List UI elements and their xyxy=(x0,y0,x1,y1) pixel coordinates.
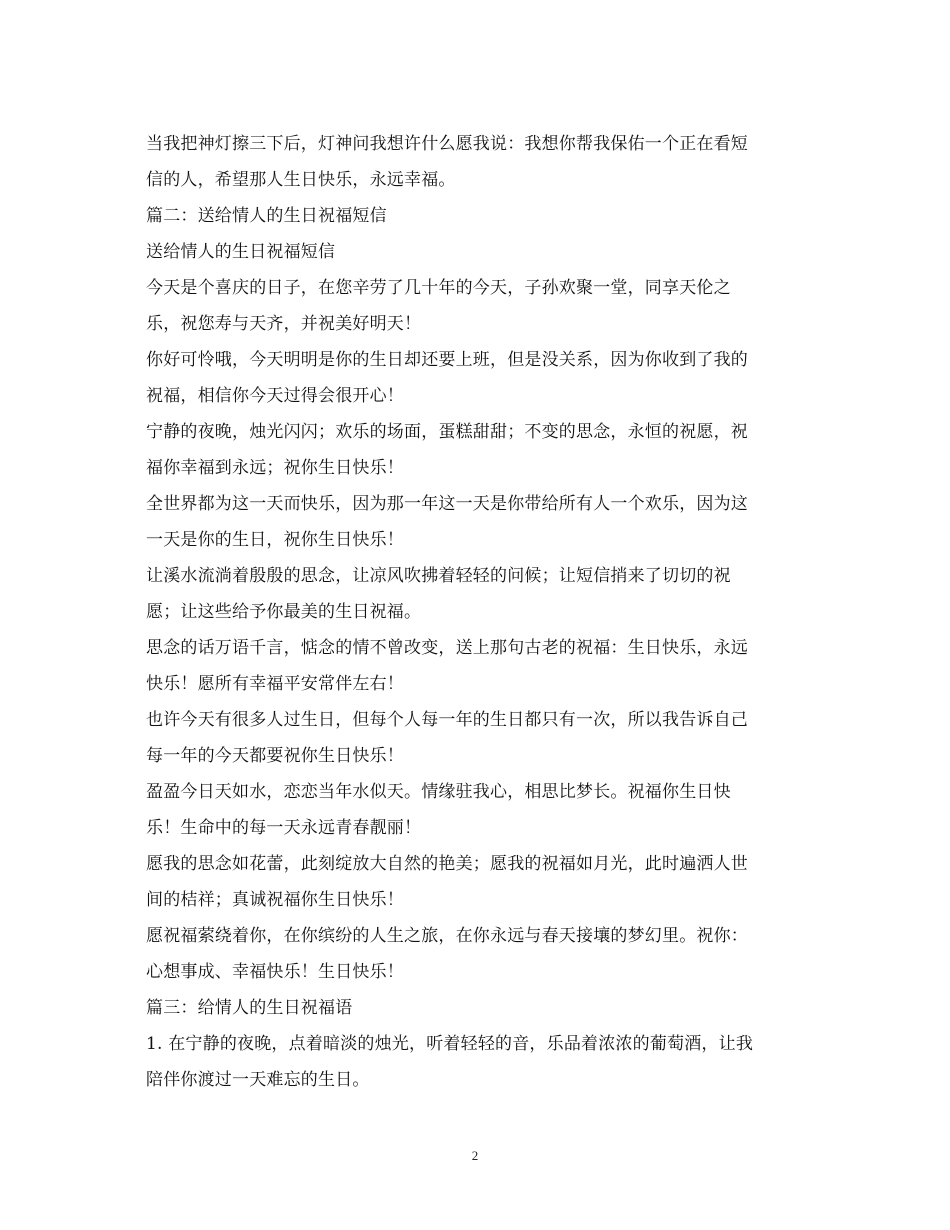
section-heading: 篇二：送给情人的生日祝福短信 xyxy=(146,206,387,226)
text-line: 让溪水流淌着殷殷的思念，让凉风吹拂着轻轻的问候；让短信捎来了切切的祝 xyxy=(146,566,731,586)
text-line: 乐！生命中的每一天永远青春靓丽！ xyxy=(146,818,422,838)
text-line: 当我把神灯擦三下后，灯神问我想许什么愿我说：我想你帮我保佑一个正在看短 xyxy=(146,134,748,154)
document-body xyxy=(146,126,816,1098)
text-line: 今天是个喜庆的日子，在您辛劳了几十年的今天，子孙欢聚一堂，同享天伦之 xyxy=(146,278,731,298)
subheading: 送给情人的生日祝福短信 xyxy=(146,242,336,262)
text-line: 陪伴你渡过一天难忘的生日。 xyxy=(146,1070,370,1090)
text-line: 愿；让这些给予你最美的生日祝福。 xyxy=(146,602,422,622)
text-line: 思念的话万语千言，惦念的情不曾改变，送上那句古老的祝福：生日快乐，永远 xyxy=(146,638,748,658)
section-heading: 篇三：给情人的生日祝福语 xyxy=(146,998,353,1018)
text-line: 愿祝福萦绕着你，在你缤纷的人生之旅，在你永远与春天接壤的梦幻里。祝你： xyxy=(146,926,748,946)
text-line: 一天是你的生日，祝你生日快乐！ xyxy=(146,530,404,550)
text-line: 乐，祝您寿与天齐，并祝美好明天！ xyxy=(146,314,422,334)
text-line: 你好可怜哦，今天明明是你的生日却还要上班，但是没关系，因为你收到了我的 xyxy=(146,350,748,370)
text-line: 间的桔祥；真诚祝福你生日快乐！ xyxy=(146,890,404,910)
text-line: 也许今天有很多人过生日，但每个人每一年的生日都只有一次，所以我告诉自己 xyxy=(146,710,748,730)
text-line: 福你幸福到永远；祝你生日快乐！ xyxy=(146,458,404,478)
text-line: 盈盈今日天如水，恋恋当年水似天。情缘驻我心，相思比梦长。祝福你生日快 xyxy=(146,782,731,802)
text-line: 心想事成、幸福快乐！生日快乐！ xyxy=(146,962,404,982)
text-line: 全世界都为这一天而快乐，因为那一年这一天是你带给所有人一个欢乐，因为这 xyxy=(146,494,748,514)
text-line: 快乐！愿所有幸福平安常伴左右！ xyxy=(146,674,404,694)
text-line: 宁静的夜晚，烛光闪闪；欢乐的场面，蛋糕甜甜；不变的思念，永恒的祝愿，祝 xyxy=(146,422,748,442)
page-number: 2 xyxy=(471,1148,479,1163)
text-line: 每一年的今天都要祝你生日快乐！ xyxy=(146,746,404,766)
text-line: 愿我的思念如花蕾，此刻绽放大自然的艳美；愿我的祝福如月光，此时遍洒人世 xyxy=(146,854,748,874)
text-line: 信的人，希望那人生日快乐，永远幸福。 xyxy=(146,170,456,190)
text-line: 1. 在宁静的夜晚，点着暗淡的烛光，听着轻轻的音，乐品着浓浓的葡萄酒，让我 xyxy=(146,1034,754,1054)
text-line: 祝福，相信你今天过得会很开心！ xyxy=(146,386,404,406)
